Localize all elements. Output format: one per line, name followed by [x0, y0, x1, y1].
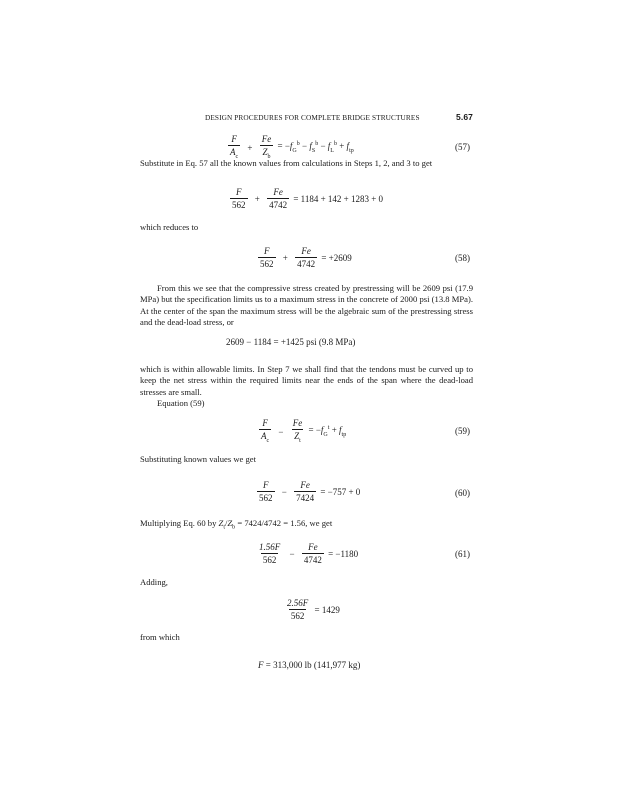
- fraction: $\frac{Fe}{Z_b}$: [261, 134, 272, 160]
- equation-substituted: $\frac{F}{562}$ + $\frac{Fe}{4742}$ = 1184 + 142 + 1283 + 0: [232, 187, 384, 210]
- equation-number: (59): [455, 426, 470, 436]
- equation-57: $\frac{F}{A_c}$ + $\frac{Fe}{Z_b}$ = $-f_G^b - f_S^b - f_L^b + f_{tp}$: [230, 134, 354, 160]
- equation-number: (61): [455, 549, 470, 559]
- denominator-Ac: $A_c$: [230, 147, 239, 160]
- denominator-Zb: $Z_b$: [262, 147, 271, 160]
- equation-added: $\frac{2.56F}{562}$ = 1429: [287, 598, 340, 621]
- paragraph: From this we see that the compressive stress created by prestressing will be 2609 psi (17.9 MPa) but the specification limits us to a maximum stress in the concrete of 2000 psi (13.8 MPa). At the center of the span the maximum stress will be the algebraic sum of the prestressing stress and the dead-load stress, or: [140, 283, 473, 327]
- paragraph: Multiplying Eq. 60 by $Z_t/Z_b = 7424/4742 = 1.56$, we get: [140, 518, 333, 531]
- paragraph: Equation (59): [157, 398, 205, 408]
- fraction: $\frac{F}{A_c}$: [230, 134, 239, 160]
- paragraph: Substitute in Eq. 57 all the known values from calculations in Steps 1, 2, and 3 to get: [140, 158, 433, 168]
- running-header: [205, 113, 473, 127]
- paragraph: Adding,: [140, 577, 168, 587]
- paragraph: which is within allowable limits. In Step 7 we shall find that the tendons must be curved up to keep the net stress within the required limits near the ends of the span where the dead-load stresses are small.: [140, 364, 473, 397]
- equation-60: $\frac{F}{562}$ − $\frac{Fe}{7424}$ = −757 + 0: [259, 480, 361, 503]
- equation-number: (58): [455, 253, 470, 263]
- equation-58: $\frac{F}{562}$ + $\frac{Fe}{4742}$ = +2609: [260, 246, 352, 269]
- paragraph: Substituting known values we get: [140, 454, 257, 464]
- equation-59: $\frac{F}{A_c}$ − $\frac{Fe}{Z_t}$ = $-f_G^t + f_{tp}$: [261, 418, 347, 444]
- equation-61: $\frac{1.56F}{562}$ − $\frac{Fe}{4742}$ = −1180: [259, 542, 359, 565]
- equation-number: (60): [455, 488, 470, 498]
- equation-rhs: = $-f_G^b - f_S^b - f_L^b + f_{tp}$: [277, 141, 354, 155]
- page-number: 5.67: [456, 112, 473, 122]
- header-title: DESIGN PROCEDURES FOR COMPLETE BRIDGE STRUCTURES: [205, 113, 420, 122]
- equation-number: (57): [455, 142, 470, 152]
- equation-net-stress: 2609 − 1184 = +1425 psi (9.8 MPa): [226, 337, 356, 347]
- equation-final: F = 313,000 lb (141,977 kg): [258, 660, 361, 670]
- paragraph: which reduces to: [140, 222, 199, 232]
- paragraph: from which: [140, 632, 180, 642]
